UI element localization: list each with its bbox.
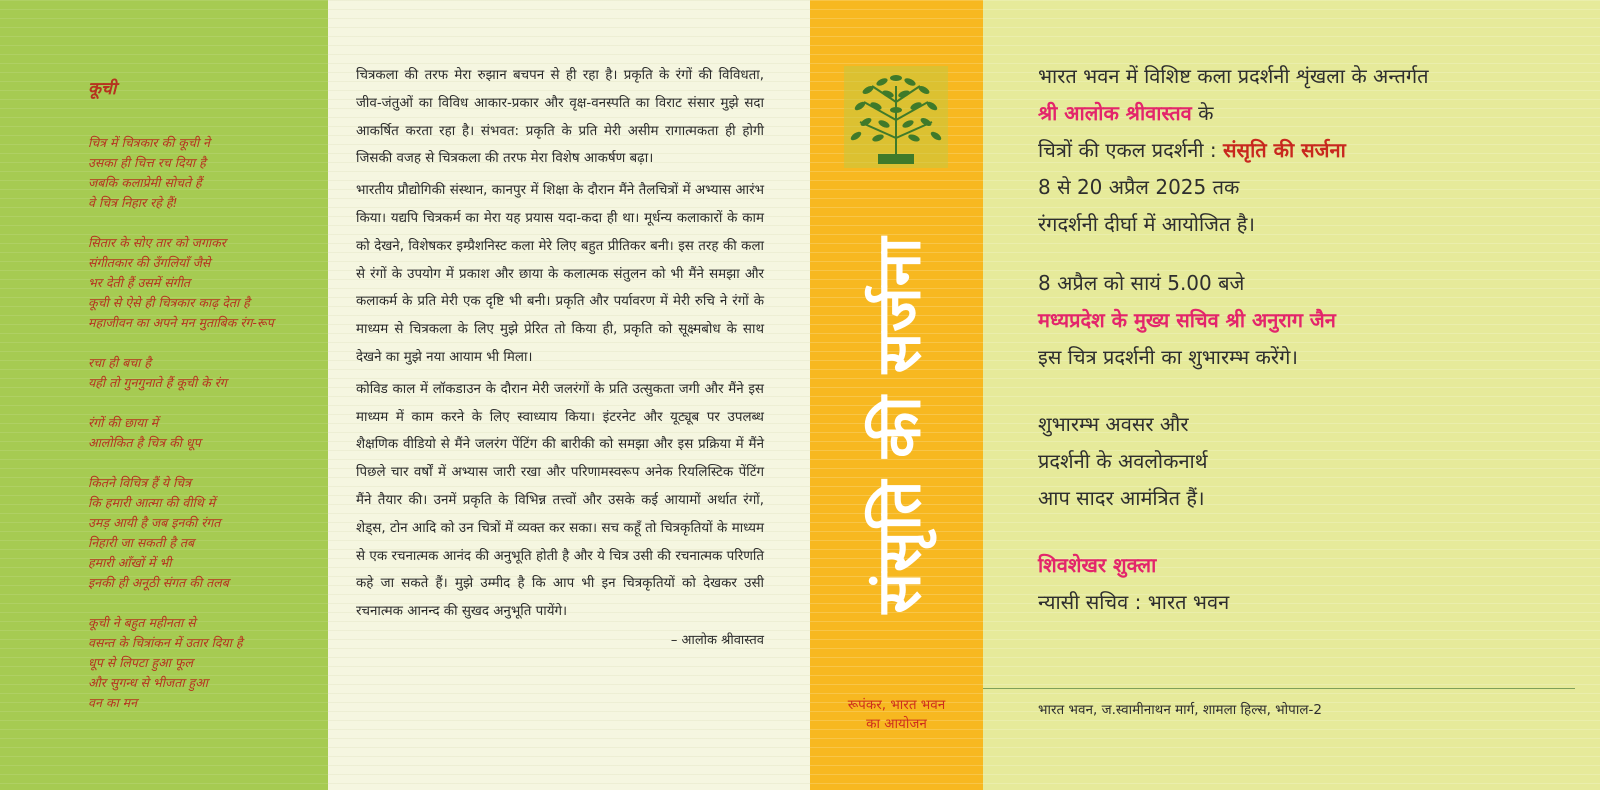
poem-line: हमारी आँखों में भी <box>88 555 172 570</box>
exhibition-title: संसृति की सर्जना <box>1223 138 1346 162</box>
invite-intro: भारत भवन में विशिष्ट कला प्रदर्शनी शृंखला के अन्तर्गत <box>1038 64 1429 88</box>
welcome-line: आप सादर आमंत्रित हैं। <box>1038 486 1205 510</box>
poem-line: उसका ही चित्त रच दिया है <box>88 155 206 170</box>
exhibition-venue: रंगदर्शनी दीर्घा में आयोजित है। <box>1038 212 1255 236</box>
poem-panel <box>0 0 328 790</box>
statement-signature: – आलोक श्रीवास्तव <box>670 632 764 648</box>
poem-stanza <box>88 613 328 713</box>
poem-line: कूची से ऐसे ही चित्रकार काढ़ देता है <box>88 295 250 310</box>
artist-name: श्री आलोक श्रीवास्तव <box>1038 101 1192 125</box>
statement-paragraph: कोविड काल में लॉकडाउन के दौरान मेरी जलरंगों के प्रति उत्सुकता जगी और मैंने इस माध्यम में काम करने के लिए स्वाध्याय किया। इंटरनेट और यूट्यूब पर उपलब्ध शैक्षणिक वीडियो से मैंने जलरंग पेंटिंग की बारीकी को समझा और इस प्रक्रिया में मैंने पिछले चार वर्षों में अभ्यास जारी रखा और परिणामस्वरूप अनेक रियलिस्टिक पेंटिंग मैंने तैयार की। उनमें प्रकृति के विभिन्न तत्त्वों और उसके कई आयामों अर्थात रंगों, शेड्स, टोन आदि को उन चित्रों में व्यक्त कर सका। सच कहूँ तो चित्रकृतियों के माध्यम से एक रचनात्मक आनंद की अनुभूति होती है और ये चित्र उसी की रचनात्मक परिणति कहे जा सकते हैं। मुझे उम्मीद है कि आप भी इन चित्रकृतियों को देखकर उसी रचनात्मक आनन्द की सुखद अनुभूति पायेंगे। <box>356 381 764 620</box>
poem-stanza <box>88 473 328 593</box>
poem-line: और सुगन्ध से भीजता हुआ <box>88 675 208 690</box>
welcome-line: प्रदर्शनी के अवलोकनार्थ <box>1038 449 1208 473</box>
poem-stanza <box>88 413 328 453</box>
poem-line: कूची ने बहुत महीनता से <box>88 615 196 630</box>
statement-panel <box>328 0 810 790</box>
poem-line: चित्र में चित्रकार की कूची ने <box>88 135 210 150</box>
poem-line: महाजीवन का अपने मन मुताबिक रंग-रूप <box>88 315 274 330</box>
poem-line: आलोकित है चित्र की धूप <box>88 435 201 450</box>
spine-footer <box>810 696 983 734</box>
poem-stanza <box>88 133 328 213</box>
chief-guest: मध्यप्रदेश के मुख्य सचिव श्री अनुराग जैन <box>1038 308 1336 332</box>
divider <box>983 688 1575 689</box>
invite-exhibition-line <box>1038 132 1600 169</box>
poem-line: वसन्त के चित्रांकन में उतार दिया है <box>88 635 243 650</box>
statement-paragraph: भारतीय प्रौद्योगिकी संस्थान, कानपुर में शिक्षा के दौरान मैंने तैलचित्रों में अभ्यास आरंभ किया। यद्यपि चित्रकर्म का मेरा यह प्रयास यदा-कदा ही था। मूर्धन्य कलाकारों के काम को देखने, विशेषकर इम्प्रैशनिस्ट कला मेरे लिए बहुत प्रीतिकर बनी। इस तरह की कला से रंगों के उपयोग में प्रकाश और छाया के कलात्मक संतुलन को भी मैंने समझा और कलाकर्म के प्रति मेरी एक दृष्टि भी बनी। प्रकृति और पर्यावरण में मेरी रुचि ने रंगों के माध्यम से चित्रकला के लिए मुझे प्रेरित तो किया ही, प्रकृति को सूक्ष्मबोध के साथ देखने का मुझे नया आयाम भी मिला। <box>356 183 764 365</box>
spine-panel <box>810 0 983 790</box>
host-title: न्यासी सचिव : भारत भवन <box>1038 590 1230 614</box>
host-name: शिवशेखर शुक्ला <box>1038 553 1157 577</box>
spine-footer-line: का आयोजन <box>866 716 927 732</box>
invite-artist-line <box>1038 95 1600 132</box>
poem-line: उमड़ आयी है जब इनकी रंगत <box>88 515 221 530</box>
artist-suffix: के <box>1191 101 1214 125</box>
poem-line: रचा ही बचा है <box>88 355 152 370</box>
poem-title: कूची <box>88 79 117 99</box>
inauguration-time: 8 अप्रैल को सायं 5.00 बजे <box>1038 271 1245 295</box>
welcome-line: शुभारम्भ अवसर और <box>1038 412 1189 436</box>
poem-line: यही तो गुनगुनाते हैं कूची के रंग <box>88 375 227 390</box>
venue-address: भारत भवन, ज.स्वामीनाथन मार्ग, शामला हिल्स, भोपाल-2 <box>1038 702 1322 718</box>
poem-line: सितार के सोए तार को जगाकर <box>88 235 226 250</box>
poem-line: इनकी ही अनूठी संगत की तलब <box>88 575 229 590</box>
exhibition-dates: 8 से 20 अप्रैल 2025 तक <box>1038 175 1240 199</box>
poem-stanza <box>88 353 328 393</box>
poem-line: संगीतकार की उँगलियाँ जैसे <box>88 255 211 270</box>
poem-line: कि हमारी आत्मा की वीथि में <box>88 495 216 510</box>
inauguration-line: इस चित्र प्रदर्शनी का शुभारम्भ करेंगे। <box>1038 345 1298 369</box>
poem-stanzas <box>88 133 328 713</box>
spine-footer-line: रूपंकर, भारत भवन <box>847 697 946 713</box>
tree-emblem-icon <box>844 66 948 168</box>
poem-line: वे चित्र निहार रहे हैं! <box>88 195 178 210</box>
poem-line: निहारी जा सकती है तब <box>88 535 195 550</box>
poem-line: जबकि कलाप्रेमी सोचते हैं <box>88 175 202 190</box>
poem-line: वन का मन <box>88 695 138 710</box>
spine-title: संसृति की सर्जना <box>864 236 935 614</box>
poem-line: भर देती हैं उसमें संगीत <box>88 275 191 290</box>
exhibition-prefix: चित्रों की एकल प्रदर्शनी : <box>1038 138 1224 162</box>
statement-paragraph: चित्रकला की तरफ मेरा रुझान बचपन से ही रहा है। प्रकृति के रंगों की विविधता, जीव-जंतुओं का विविध आकार-प्रकार और वृक्ष-वनस्पति का विराट संसार मुझे सदा आकर्षित करता रहा है। संभवत: प्रकृति के प्रति मेरी असीम रागात्मकता ही होगी जिसकी वजह से चित्रकला की तरफ मेरा विशेष आकर्षण बढ़ा। <box>356 68 764 167</box>
poem-line: कितने विचित्र हैं ये चित्र <box>88 475 192 490</box>
poem-line: रंगों की छाया में <box>88 415 159 430</box>
invitation-panel <box>983 0 1600 790</box>
poem-line: धूप से लिपटा हुआ फूल <box>88 655 194 670</box>
poem-stanza <box>88 233 328 333</box>
